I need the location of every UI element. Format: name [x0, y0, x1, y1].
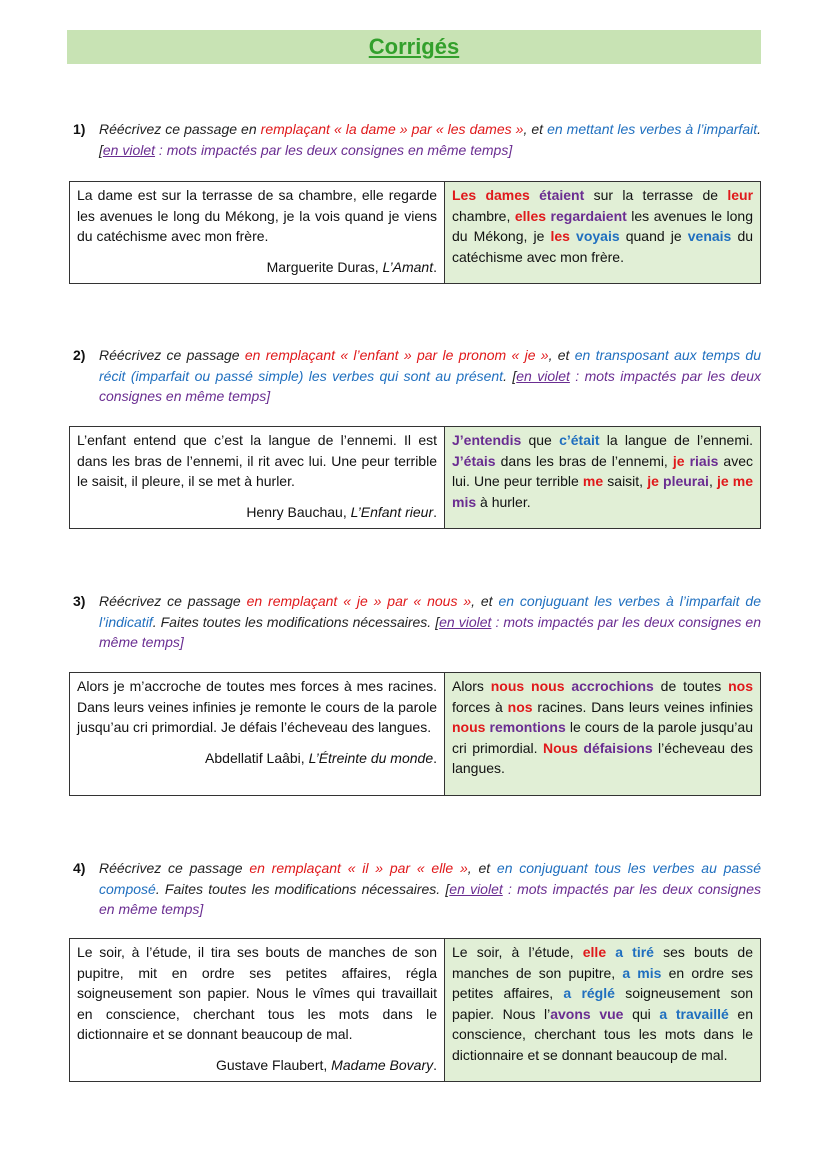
- instruction-2: 2) Réécrivez ce passage en remplaçant « l’enfant » par le pronom « je », et en transposant aux temps du récit (imparfait ou passé simple) les verbes qui sont au présent. [en violet : mots impactés par les deux consignes en même temps]: [73, 347, 761, 404]
- exercise-number: 4): [73, 860, 86, 876]
- source-citation: Gustave Flaubert, Madame Bovary.: [216, 1056, 437, 1073]
- exercise-3: [69, 591, 762, 776]
- corrected-text-cell: Les dames étaient sur la terrasse de leur chambre, elles regardaient les avenues le long du Mékong, je les voyais quand je venais du catéchisme avec mon frère.: [445, 182, 761, 284]
- exercise-table: [69, 672, 761, 796]
- source-citation: Henry Bauchau, L’Enfant rieur.: [246, 503, 437, 520]
- source-citation: Abdellatif Laâbi, L’Étreinte du monde.: [205, 749, 437, 766]
- exercise-table: [69, 181, 761, 284]
- instruction-1: 1) Réécrivez ce passage en remplaçant « la dame » par « les dames », et en mettant les verbes à l’imparfait. [en violet : mots impactés par les deux consignes en même temps]: [73, 121, 761, 158]
- original-text: La dame est sur la terrasse de sa chambre, elle regarde les avenues le long du Mékong, je la vois quand je viens du catéchisme avec mon frère.: [77, 187, 437, 244]
- title-banner: [67, 30, 761, 64]
- exercise-number: 1): [73, 121, 86, 137]
- exercise-4: [69, 858, 761, 1073]
- original-text-cell: [70, 427, 445, 529]
- exercise-table: [69, 426, 761, 529]
- corrected-text-cell: Le soir, à l’étude, elle a tiré ses bouts de manches de son pupitre, a mis en ordre ses petites affaires, a réglé soigneusement son papier. Nous l’avons vue qui a travaillé en conscience, cherchant tous les mots dans le dictionnaire et se donnant beaucoup de mal.: [445, 939, 761, 1082]
- original-text: L’enfant entend que c’est la langue de l’ennemi. Il est dans les bras de l’ennemi, il rit avec lui. Une peur terrible le saisit, il pleure, il se met à hurler.: [77, 432, 437, 489]
- instruction-4: 4) Réécrivez ce passage en remplaçant « il » par « elle », et en conjuguant tous les verbes au passé composé. Faites toutes les modifications nécessaires. [en violet : mots impactés par les deux consignes en même temps]: [73, 860, 761, 917]
- exercise-number: 3): [73, 593, 86, 609]
- exercise-1: [69, 119, 761, 275]
- exercise-number: 2): [73, 347, 86, 363]
- instruction-3: 3) Réécrivez ce passage en remplaçant « je » par « nous », et en conjuguant les verbes à l’imparfait de l’indicatif. Faites toutes les modifications nécessaires. [en violet : mots impactés par les deux consignes en même temps]: [73, 593, 762, 650]
- page-title: Corrigés: [368, 34, 460, 59]
- source-citation: Marguerite Duras, L’Amant.: [266, 258, 437, 275]
- exercise-2: [69, 345, 761, 520]
- corrected-text-cell: J’entendis que c’était la langue de l’ennemi. J’étais dans les bras de l’ennemi, je riais avec lui. Une peur terrible me saisit, je pleurai, je me mis à hurler.: [445, 427, 761, 529]
- corrected-text-cell: Alors nous nous accrochions de toutes nos forces à nos racines. Dans leurs veines infinies nous remontions le cours de la parole jusqu’au cri primordial. Nous défaisions l’écheveau des langues.: [445, 673, 761, 796]
- original-text: Alors je m’accroche de toutes mes forces à mes racines. Dans leurs veines infinies je remonte le cours de la parole jusqu’au cri primordial. Je défais l’écheveau des langues.: [77, 678, 437, 735]
- original-text-cell: [70, 182, 445, 284]
- original-text-cell: [70, 673, 445, 796]
- original-text: Le soir, à l’étude, il tira ses bouts de manches de son pupitre, mit en ordre ses petites affaires, régla soigneusement son papier. Nous le vîmes qui travaillait en conscience, cherchant tous les mots dans le dictionnaire et se donnant beaucoup de mal.: [77, 944, 437, 1042]
- original-text-cell: [70, 939, 445, 1082]
- exercise-table: [69, 938, 761, 1082]
